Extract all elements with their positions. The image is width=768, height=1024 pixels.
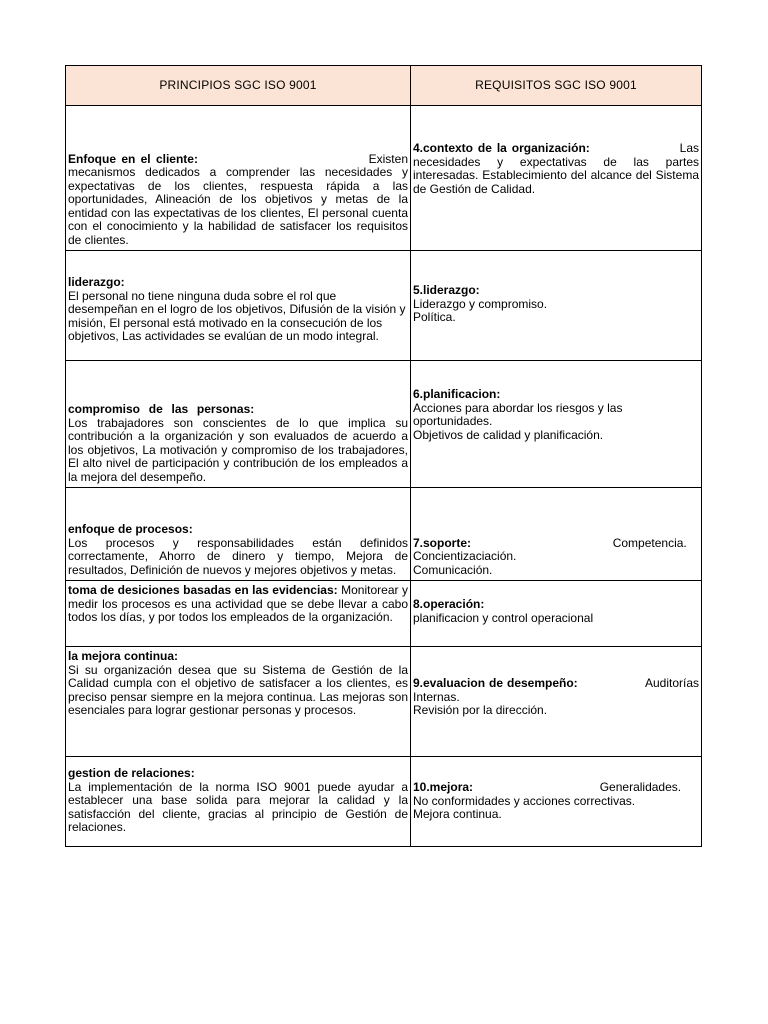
requirement-text: Liderazgo y compromiso. Política. [413, 296, 548, 324]
principle-cell [66, 647, 411, 757]
requirement-title: 4.contexto de la organización: [413, 141, 590, 155]
principle-cell [66, 581, 411, 647]
requirement-title: 6.planificacion: [413, 387, 501, 401]
requirement-text: Las necesidades y expectativas de las partes interesadas. Establecimiento del alcance del Sistema de Gestión de Calidad. [413, 141, 699, 196]
requirement-title: 7.soporte: [413, 535, 472, 550]
table-row [66, 757, 702, 847]
principle-cell [66, 757, 411, 847]
header-row [66, 66, 702, 106]
table-row [66, 106, 702, 251]
principle-title: gestion de relaciones: [68, 766, 195, 780]
principle-title: la mejora continua: [68, 649, 179, 663]
principle-title: compromiso de las personas: [68, 402, 255, 416]
requirement-text: planificacion y control operacional [413, 610, 594, 625]
requirement-text: Generalidades. No conformidades y acciones correctivas. Mejora continua. [413, 780, 682, 821]
principle-text: Los trabajadores son conscientes de lo que implica su contribución a la organización y son evaluados de acuerdo a los objetivos, La motivación y compromiso de los trabajadores, El alto nivel de participación y contribución de los empleados a la mejora del desempeño. [68, 415, 408, 484]
requirement-title: 8.operación: [413, 597, 485, 611]
principle-text: Monitorear y medir los procesos es una actividad que se debe llevar a cabo todos los días, y por todos los empleados de la organización. [68, 583, 408, 624]
header-requisitos: REQUISITOS SGC ISO 9001 [411, 66, 702, 106]
table-row [66, 488, 702, 581]
principle-cell [66, 251, 411, 361]
principle-title: enfoque de procesos: [68, 522, 193, 536]
requirement-title: 5.liderazgo: [413, 283, 480, 297]
requirement-cell [411, 361, 702, 488]
requirement-title: 9.evaluacion de desempeño: [413, 676, 578, 690]
table-row [66, 647, 702, 757]
iso-9001-table [65, 65, 702, 847]
table-row [66, 581, 702, 647]
principle-title: liderazgo: [68, 275, 125, 289]
principle-text: El personal no tiene ninguna duda sobre el rol que desempeñan en el logro de los objetivos, Difusión de la visión y misión, El personal está motivado en la consecución de los objetivos, Las actividades se evalúan de un modo integral. [68, 288, 406, 343]
principle-title: Enfoque en el cliente: [68, 151, 198, 166]
principle-title: toma de desiciones basadas en las evidencias: [68, 583, 338, 597]
principle-text: Si su organización desea que su Sistema de Gestión de la Calidad cumpla con el objetivo de satisfacer a los clientes, es preciso pensar siempre en la mejora continua. Las mejoras son esenciales para lograr gestionar personas y procesos. [68, 662, 408, 717]
principle-cell [66, 361, 411, 488]
principle-text: La implementación de la norma ISO 9001 puede ayudar a establecer una base solida para mejorar la calidad y la satisfacción del cliente, gracias al principio de Gestión de relaciones. [68, 779, 408, 834]
principle-cell [66, 106, 411, 251]
requirement-cell [411, 106, 702, 251]
requirement-text: Auditorías Internas. Revisión por la dirección. [413, 676, 699, 717]
requirement-cell [411, 581, 702, 647]
principle-text: Los procesos y responsabilidades están definidos correctamente, Ahorro de dinero y tiempo, Mejora de resultados, Definición de nuevos y mejores objetivos y metas. [68, 535, 408, 577]
table-row [66, 251, 702, 361]
requirement-cell [411, 488, 702, 581]
table-row [66, 361, 702, 488]
requirement-title: 10.mejora: [413, 780, 474, 794]
requirement-cell [411, 757, 702, 847]
header-principios: PRINCIPIOS SGC ISO 9001 [66, 66, 411, 106]
requirement-text: Competencia. Concientizaciación. Comunicación. [413, 535, 687, 577]
principle-cell [66, 488, 411, 581]
principle-text: Existen mecanismos dedicados a comprender las necesidades y expectativas de los clientes, respuesta rápida a las oportunidades, Alineación de los objetivos y metas de la entidad con las expectativas de los clientes, El personal cuenta con el conocimiento y la habilidad de satisfacer los requisitos de clientes. [68, 151, 408, 247]
requirement-cell [411, 647, 702, 757]
requirement-cell [411, 251, 702, 361]
requirement-text: Acciones para abordar los riesgos y las oportunidades. Objetivos de calidad y planificación. [413, 400, 623, 442]
